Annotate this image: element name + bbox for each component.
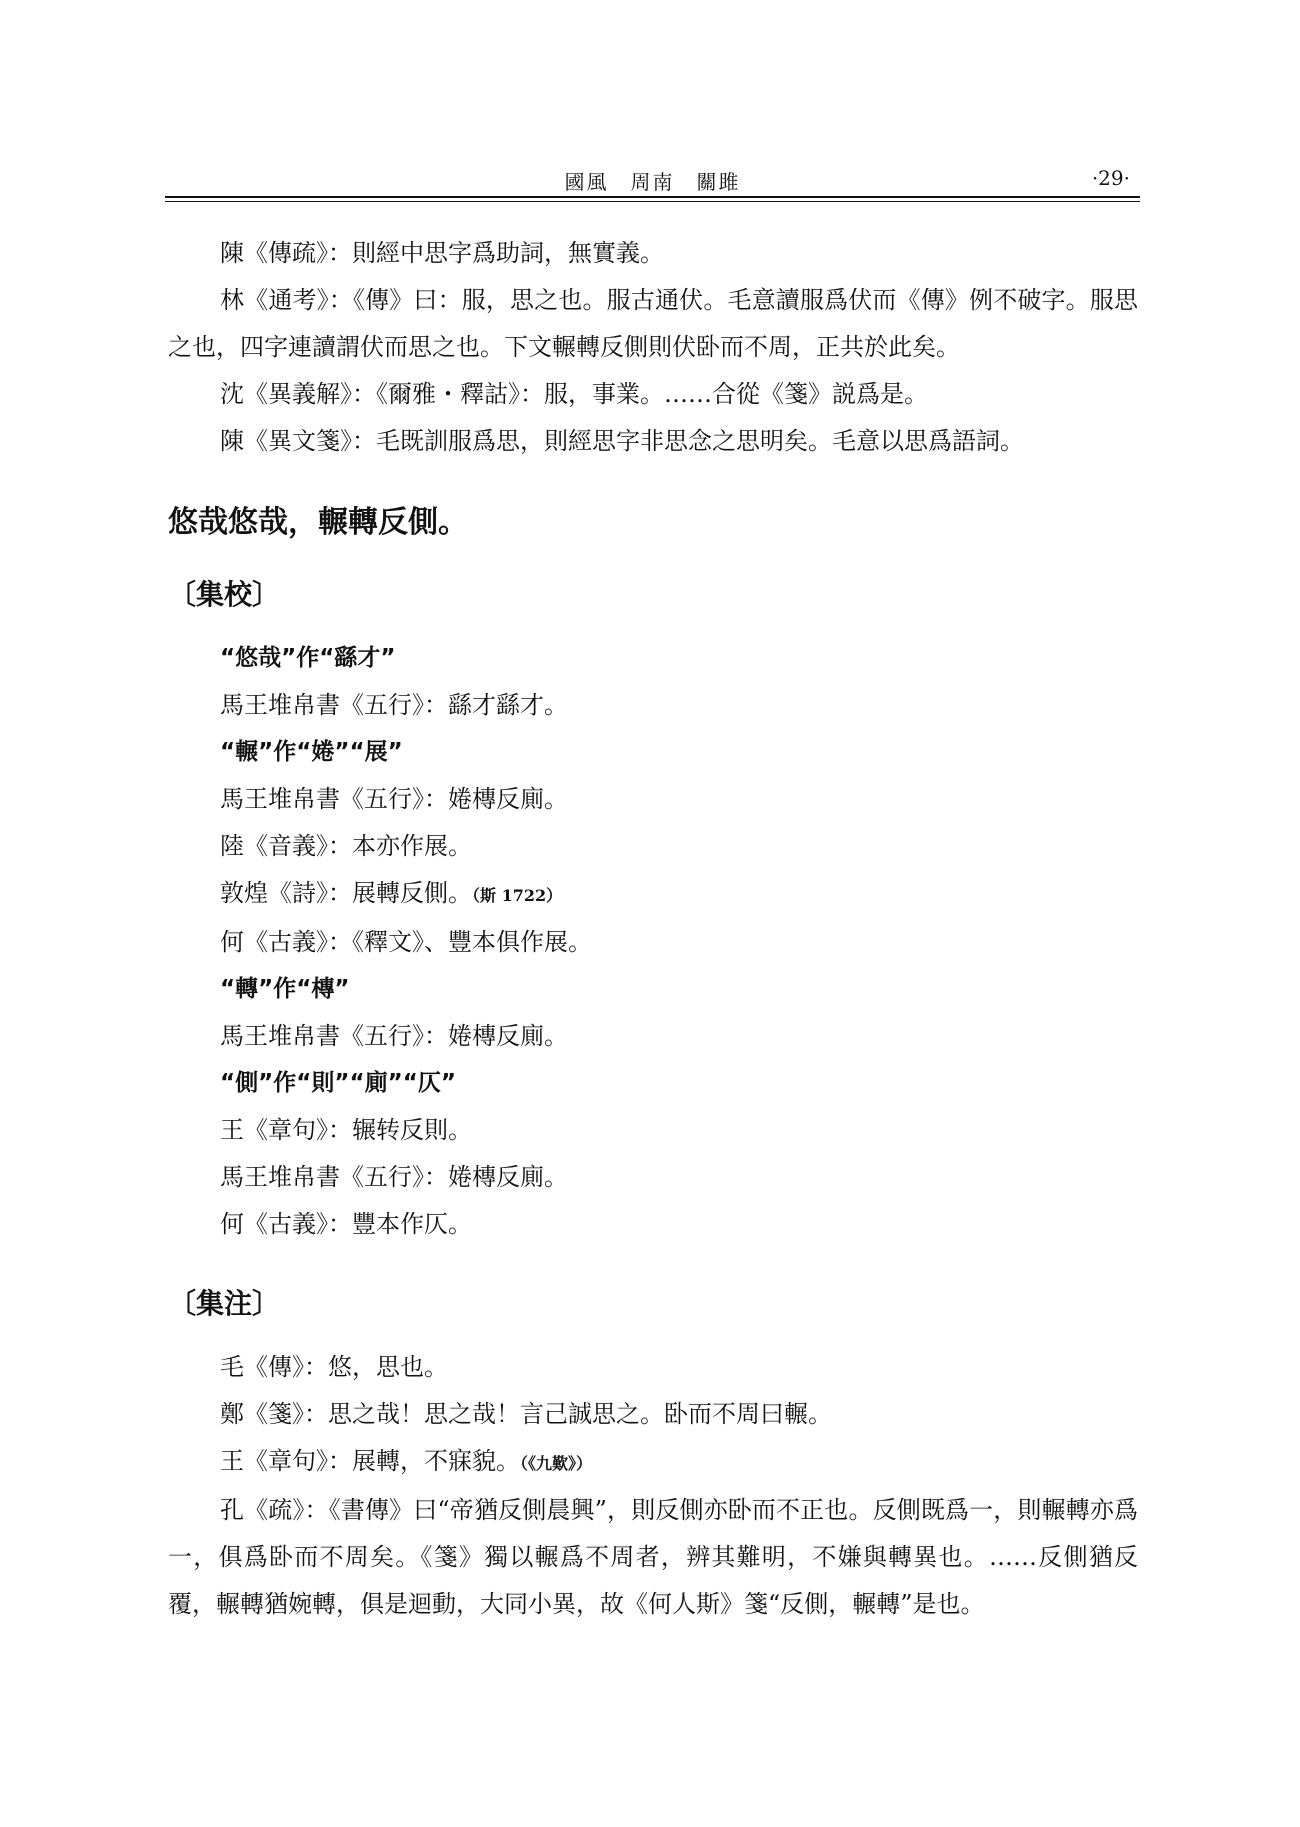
commentary-text: 王《章句》：展轉，不寐貌。	[220, 1447, 520, 1475]
collation-line: 馬王堆帛書《五行》：婘槫反廁。	[220, 1022, 568, 1050]
spacer	[168, 1248, 1138, 1284]
running-title: 國風 周南 關雎	[564, 170, 741, 194]
commentary-paragraph	[168, 1438, 1138, 1487]
variant-heading: “轉”作“槫”	[220, 976, 350, 1002]
section-title-jizhu: 〔集注〕	[168, 1287, 281, 1320]
collation-line: 馬王堆帛書《五行》：婘槫反廁。	[220, 1163, 568, 1191]
page-header	[165, 160, 1140, 200]
intro-paragraph-3: 沈《異義解》：《爾雅・釋詁》：服，事業。……合從《箋》説爲是。	[220, 380, 928, 408]
verse-heading: 悠哉悠哉，輾轉反側。	[168, 505, 468, 540]
header-rule	[165, 196, 1140, 198]
collation-line: 王《章句》：辗转反則。	[220, 1116, 472, 1144]
variant-heading: “輾”作“婘”“展”	[220, 739, 403, 765]
collation-line	[168, 870, 1138, 919]
collation-line: 馬王堆帛書《五行》：婘槫反廁。	[220, 785, 568, 813]
collation-line: 何《古義》：豐本作仄。	[220, 1210, 472, 1238]
commentary-paragraph: 毛《傳》：悠，思也。	[220, 1353, 448, 1381]
commentary-paragraph: 孔《疏》：《書傳》曰“帝猶反側晨興”，則反側亦卧而不正也。反側既爲一，則輾轉亦爲一，俱爲卧而不周矣。《箋》獨以輾爲不周者，辨其難明，不嫌與轉異也。……反側猶反覆，輾轉猶婉轉，俱是迴動，大同小異，故《何人斯》箋“反側，輾轉”是也。	[168, 1496, 1138, 1618]
variant-heading: “悠哉”作“繇才”	[220, 645, 396, 671]
intro-paragraph-1: 陳《傳疏》：則經中思字爲助詞，無實義。	[220, 239, 664, 267]
collation-line: 陸《音義》：本亦作展。	[220, 832, 472, 860]
intro-paragraph-2: 林《通考》：《傳》曰：服，思之也。服古通伏。毛意讀服爲伏而《傳》例不破字。服思之也，四字連讀謂伏而思之也。下文輾轉反側則伏卧而不周，正共於此矣。	[168, 286, 1138, 361]
collation-line: 馬王堆帛書《五行》：繇才繇才。	[220, 691, 568, 719]
header-rule-thin	[165, 201, 1140, 202]
source-note: （《九歎》）	[520, 1454, 593, 1473]
page-body	[168, 230, 1138, 1628]
variant-heading: “側”作“則”“廁”“仄”	[220, 1070, 456, 1096]
commentary-paragraph: 鄭《箋》：思之哉！思之哉！言己誠思之。卧而不周曰輾。	[220, 1400, 832, 1428]
collation-text: 敦煌《詩》：展轉反側。	[220, 879, 472, 907]
page-number: ·29·	[1091, 166, 1130, 190]
collation-line: 何《古義》：《釋文》、豐本俱作展。	[220, 928, 592, 956]
intro-paragraph-4: 陳《異文箋》：毛既訓服爲思，則經思字非思念之思明矣。毛意以思爲語詞。	[220, 427, 1024, 455]
source-note: （斯 1722）	[472, 886, 563, 905]
section-title-jijiao: 〔集校〕	[168, 578, 281, 611]
